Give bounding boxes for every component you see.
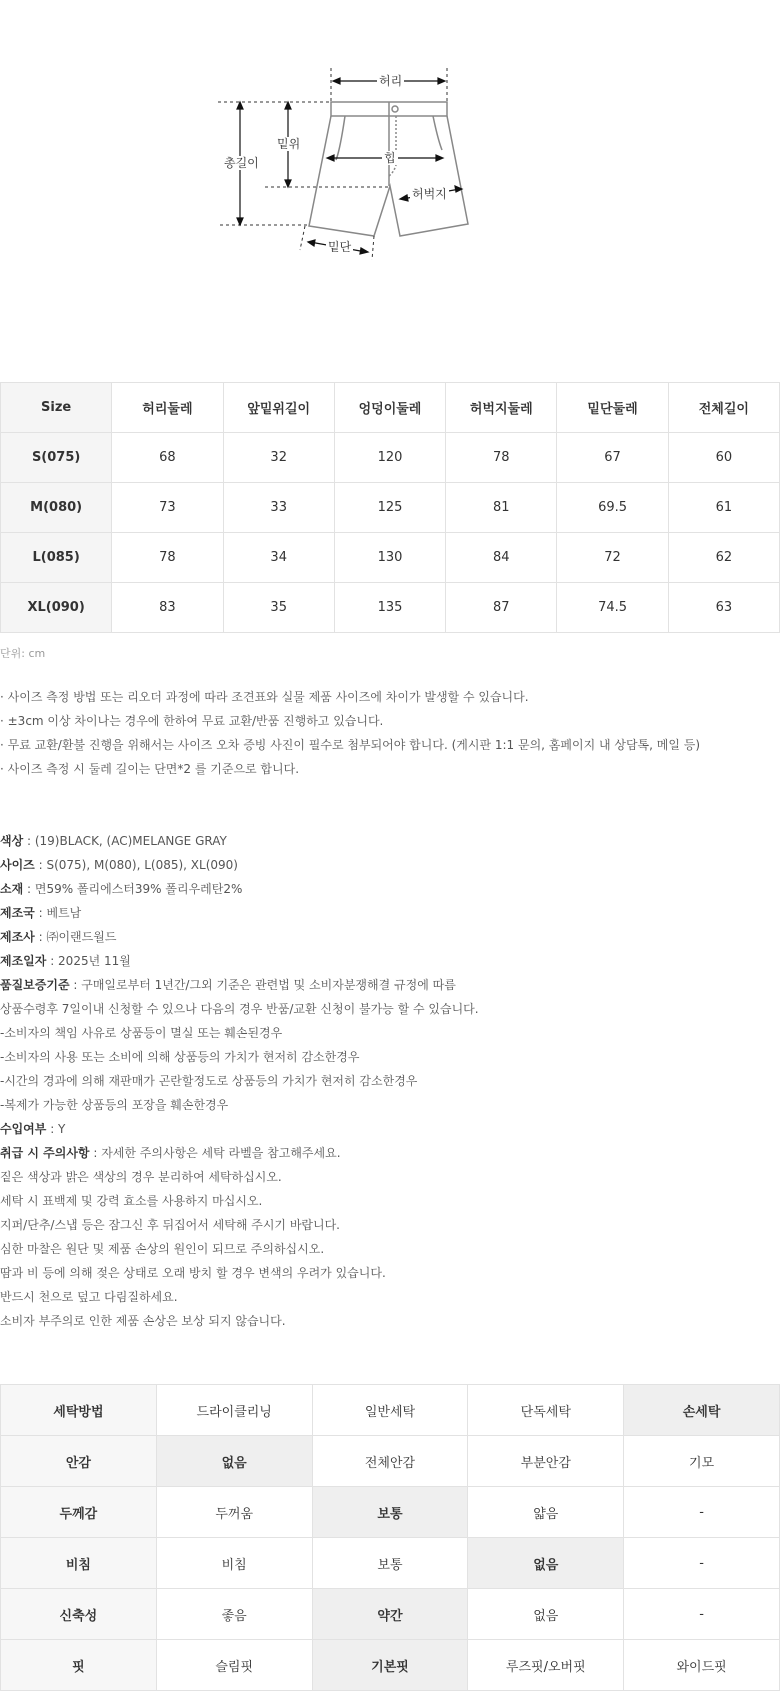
info-material xyxy=(0,877,780,901)
option-cell: 슬림핏 xyxy=(156,1640,312,1691)
info-care xyxy=(0,1141,780,1165)
info-import xyxy=(0,1117,780,1141)
value-cell: 78 xyxy=(112,533,223,583)
table-row xyxy=(1,483,780,533)
option-cell: 전체안감 xyxy=(312,1436,468,1487)
size-cell: M(080) xyxy=(1,483,112,533)
table-row xyxy=(1,1487,780,1538)
product-info xyxy=(0,829,780,1333)
info-date xyxy=(0,949,780,973)
info-label: 제조국 xyxy=(0,906,35,920)
option-cell: - xyxy=(624,1538,780,1589)
option-cell: 드라이클리닝 xyxy=(156,1385,312,1436)
info-size xyxy=(0,853,780,877)
header-cell: 엉덩이둘레 xyxy=(334,383,445,433)
info-maker xyxy=(0,925,780,949)
info-label: 수입여부 xyxy=(0,1122,47,1136)
value-cell: 135 xyxy=(334,583,445,633)
option-cell: 보통 xyxy=(312,1538,468,1589)
unit-note: 단위: cm xyxy=(0,647,46,660)
value-cell: 62 xyxy=(668,533,779,583)
table-row xyxy=(1,1538,780,1589)
hem-label: 밑단 xyxy=(328,240,352,254)
option-cell: - xyxy=(624,1487,780,1538)
option-cell: - xyxy=(624,1589,780,1640)
value-cell: 84 xyxy=(446,533,557,583)
info-country xyxy=(0,901,780,925)
info-label: 제조일자 xyxy=(0,954,47,968)
table-row xyxy=(1,433,780,483)
size-table xyxy=(0,382,780,633)
info-value: : 면59% 폴리에스터39% 폴리우레탄2% xyxy=(23,882,243,896)
value-cell: 73 xyxy=(112,483,223,533)
care-table xyxy=(0,1384,780,1691)
info-value: : ㈜이랜드월드 xyxy=(34,930,117,944)
row-header: 핏 xyxy=(1,1640,157,1691)
table-row xyxy=(1,1589,780,1640)
value-cell: 87 xyxy=(446,583,557,633)
table-row xyxy=(1,1640,780,1691)
selected-option-cell: 약간 xyxy=(312,1589,468,1640)
value-cell: 63 xyxy=(668,583,779,633)
option-cell: 두꺼움 xyxy=(156,1487,312,1538)
value-cell: 33 xyxy=(223,483,334,533)
size-notes xyxy=(0,685,780,781)
value-cell: 60 xyxy=(668,433,779,483)
option-cell: 좋음 xyxy=(156,1589,312,1640)
info-value: : 자세한 주의사항은 세탁 라벨을 참고해주세요. xyxy=(89,1146,341,1160)
info-label: 품질보증기준 xyxy=(0,978,70,992)
waist-label: 허리 xyxy=(379,74,403,88)
info-value: : S(075), M(080), L(085), XL(090) xyxy=(34,858,238,872)
value-cell: 74.5 xyxy=(557,583,668,633)
info-value: : 구매일로부터 1년간/그외 기준은 관련법 및 소비자분쟁해결 규정에 따름 xyxy=(69,978,456,992)
value-cell: 81 xyxy=(446,483,557,533)
option-cell: 얇음 xyxy=(468,1487,624,1538)
info-label: 사이즈 xyxy=(0,858,35,872)
note-line: · 사이즈 측정 시 둘레 길이는 단면*2 를 기준으로 합니다. xyxy=(0,762,300,776)
value-cell: 35 xyxy=(223,583,334,633)
option-cell: 비침 xyxy=(156,1538,312,1589)
size-cell: S(075) xyxy=(1,433,112,483)
care-line: 세탁 시 표백제 및 강력 효소를 사용하지 마십시오. xyxy=(0,1194,263,1208)
info-label: 제조사 xyxy=(0,930,35,944)
value-cell: 120 xyxy=(334,433,445,483)
header-cell: Size xyxy=(1,383,112,433)
care-line: 심한 마찰은 원단 및 제품 손상의 원인이 되므로 주의하십시오. xyxy=(0,1242,325,1256)
option-cell: 부분안감 xyxy=(468,1436,624,1487)
option-cell: 기모 xyxy=(624,1436,780,1487)
header-cell: 앞밑위길이 xyxy=(223,383,334,433)
care-line: 짙은 색상과 밝은 색상의 경우 분리하여 세탁하십시오. xyxy=(0,1170,282,1184)
info-warranty xyxy=(0,973,780,997)
rise-label: 밑위 xyxy=(277,137,301,151)
thigh-label: 허벅지 xyxy=(412,187,447,201)
value-cell: 34 xyxy=(223,533,334,583)
info-color xyxy=(0,829,780,853)
info-label: 색상 xyxy=(0,834,24,848)
header-cell: 허벅지둘레 xyxy=(446,383,557,433)
info-value: : 베트남 xyxy=(34,906,82,920)
selected-option-cell: 없음 xyxy=(156,1436,312,1487)
option-cell: 루즈핏/오버핏 xyxy=(468,1640,624,1691)
return-line: -소비자의 사용 또는 소비에 의해 상품등의 가치가 현저히 감소한경우 xyxy=(0,1050,360,1064)
row-header: 비침 xyxy=(1,1538,157,1589)
header-cell: 허리둘레 xyxy=(112,383,223,433)
table-row xyxy=(1,1436,780,1487)
selected-option-cell: 보통 xyxy=(312,1487,468,1538)
info-value: : 2025년 11월 xyxy=(46,954,131,968)
return-line: -복제가 가능한 상품등의 포장을 훼손한경우 xyxy=(0,1098,229,1112)
note-line: · 사이즈 측정 방법 또는 리오더 과정에 따라 조견표와 실물 제품 사이즈에 차이가 발생할 수 있습니다. xyxy=(0,690,529,704)
value-cell: 130 xyxy=(334,533,445,583)
selected-option-cell: 없음 xyxy=(468,1538,624,1589)
return-line: -시간의 경과에 의해 재판매가 곤란할정도로 상품등의 가치가 현저히 감소한경우 xyxy=(0,1074,418,1088)
option-cell: 단독세탁 xyxy=(468,1385,624,1436)
size-cell: L(085) xyxy=(1,533,112,583)
note-line: · 무료 교환/환불 진행을 위해서는 사이즈 오차 증빙 사진이 필수로 첨부되어야 합니다. (게시판 1:1 문의, 홈페이지 내 상담톡, 메일 등) xyxy=(0,738,701,752)
value-cell: 32 xyxy=(223,433,334,483)
value-cell: 125 xyxy=(334,483,445,533)
header-cell: 전체길이 xyxy=(668,383,779,433)
value-cell: 83 xyxy=(112,583,223,633)
value-cell: 78 xyxy=(446,433,557,483)
option-cell: 일반세탁 xyxy=(312,1385,468,1436)
selected-option-cell: 기본핏 xyxy=(312,1640,468,1691)
table-row xyxy=(1,533,780,583)
info-value: : (19)BLACK, (AC)MELANGE GRAY xyxy=(23,834,227,848)
hip-label: 힙 xyxy=(384,151,396,165)
note-line: · ±3cm 이상 차이나는 경우에 한하여 무료 교환/반품 진행하고 있습니다. xyxy=(0,714,384,728)
option-cell: 없음 xyxy=(468,1589,624,1640)
size-diagram xyxy=(0,0,780,300)
row-header: 신축성 xyxy=(1,1589,157,1640)
selected-option-cell: 손세탁 xyxy=(624,1385,780,1436)
return-line: -소비자의 책임 사유로 상품등이 멸실 또는 훼손된경우 xyxy=(0,1026,283,1040)
value-cell: 69.5 xyxy=(557,483,668,533)
row-header: 안감 xyxy=(1,1436,157,1487)
size-cell: XL(090) xyxy=(1,583,112,633)
info-label: 소재 xyxy=(0,882,24,896)
care-line: 지퍼/단추/스냅 등은 잠그신 후 뒤집어서 세탁해 주시기 바랍니다. xyxy=(0,1218,340,1232)
return-line: 상품수령후 7일이내 신청할 수 있으나 다음의 경우 반품/교환 신청이 불가능 할 수 있습니다. xyxy=(0,1002,479,1016)
care-line: 땀과 비 등에 의해 젖은 상태로 오래 방치 할 경우 변색의 우려가 있습니다. xyxy=(0,1266,386,1280)
care-line: 반드시 천으로 덮고 다림질하세요. xyxy=(0,1290,178,1304)
value-cell: 67 xyxy=(557,433,668,483)
care-line: 소비자 부주의로 인한 제품 손상은 보상 되지 않습니다. xyxy=(0,1314,286,1328)
shorts-diagram-icon xyxy=(0,0,780,300)
size-table-header xyxy=(1,383,780,433)
table-row xyxy=(1,583,780,633)
total-length-label: 총길이 xyxy=(224,156,259,170)
row-header: 두께감 xyxy=(1,1487,157,1538)
value-cell: 72 xyxy=(557,533,668,583)
value-cell: 68 xyxy=(112,433,223,483)
table-row xyxy=(1,1385,780,1436)
info-value: : Y xyxy=(46,1122,66,1136)
header-cell: 밑단둘레 xyxy=(557,383,668,433)
row-header: 세탁방법 xyxy=(1,1385,157,1436)
option-cell: 와이드핏 xyxy=(624,1640,780,1691)
value-cell: 61 xyxy=(668,483,779,533)
info-label: 취급 시 주의사항 xyxy=(0,1146,90,1160)
